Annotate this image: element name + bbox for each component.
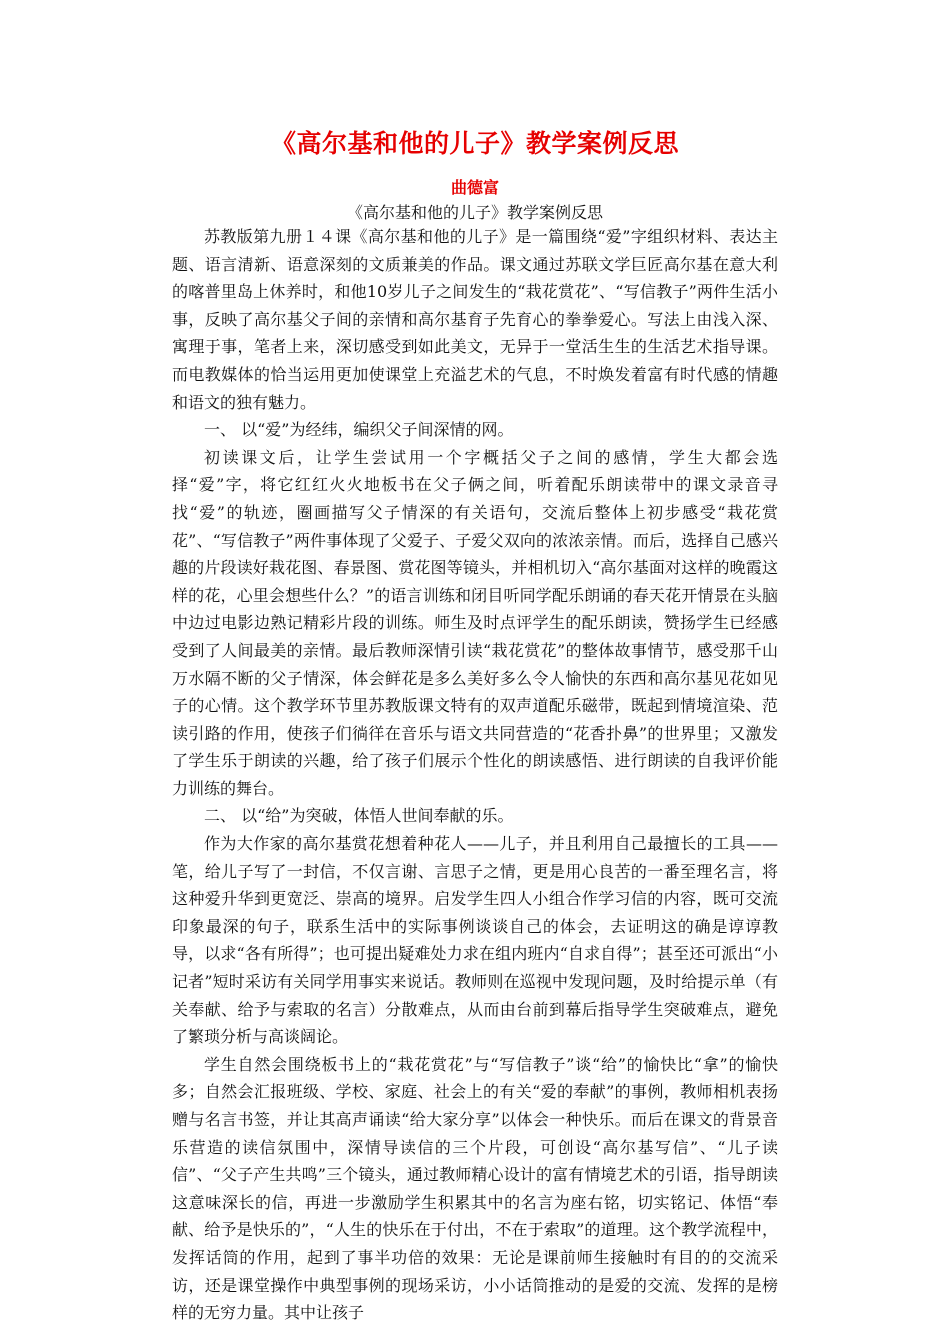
paragraph-intro: 苏教版第九册１４课《高尔基和他的儿子》是一篇围绕“爱”字组织材料、表达主题、语言清新、语意深刻的文质兼美的作品。课文通过苏联文学巨匠高尔基在意大利的喀普里岛上休养时，和他10岁儿子之间发生的“栽花赏花”、“写信教子”两件生活小事，反映了高尔基父子间的亲情和高尔基育子先育心的拳拳爱心。写法上由浅入深、寓理于事，笔者上来，深切感受到如此美文，无异于一堂活生生的生活艺术指导课。而电教媒体的恰当运用更加使课堂上充溢艺术的气息，不时焕发着富有时代感的情趣和语文的独有魅力。 (172, 227, 778, 412)
paragraph-section-1: 初读课文后，让学生尝试用一个字概括父子之间的感情，学生大都会选择“爱”字，将它红红火火地板书在父子俩之间，听着配乐朗读带中的课文录音寻找“爱”的轨迹，圈画描写父子情深的有关语句，交流后整体上初步感受“栽花赏花”、“写信教子”两件事体现了父爱子、子爱父双向的浓浓亲情。而后，选择自己感兴趣的片段读好栽花图、春景图、赏花图等镜头，并相机切入“高尔基面对这样的晚霞这样的花，心里会想些什么？”的语言训练和闭目听同学配乐朗诵的春天花开情景在头脑中边过电影边熟记精彩片段的训练。师生及时点评学生的配乐朗读，赞扬学生已经感受到了人间最美的亲情。最后教师深情引读“栽花赏花”的整体故事情节，感受那千山万水隔不断的父子情深，体会鲜花是多么美好多么令人愉快的东西和高尔基见花如见子的心情。这个教学环节里苏教版课文特有的双声道配乐磁带，既起到情境渲染、范读引路的作用，使孩子们徜徉在音乐与语文共同营造的“花香扑鼻”的世界里；又激发了学生乐于朗读的兴趣，给了孩子们展示个性化的朗读感悟、进行朗读的自我评价能力训练的舞台。 (172, 447, 778, 798)
document-title: 《高尔基和他的儿子》教学案例反思 (270, 129, 679, 158)
author-name: 曲德富 (450, 178, 499, 197)
document-body (172, 223, 778, 1327)
section-heading-1: 一、 以“爱”为经纬，编织父子间深情的网。 (204, 420, 514, 440)
paragraph-section-2a: 作为大作家的高尔基赏花想着种花人——儿子，并且利用自己最擅长的工具——笔，给儿子写了一封信，不仅言谢、言思子之情，更是用心良苦的一番至理名言，将这种爱升华到更宽泛、崇高的境界。启发学生四人小组合作学习信的内容，既可交流印象最深的句子，联系生活中的实际事例谈谈自己的体会，去证明这的确是谆谆教导，以求“各有所得”；也可提出疑难处力求在组内班内“自求自得”；甚至还可派出“小记者”短时采访有关同学用事实来说话。教师则在巡视中发现问题，及时给提示单（有关奉献、给予与索取的名言）分散难点，从而由台前到幕后指导学生突破难点，避免了繁琐分析与高谈阔论。 (172, 834, 778, 1047)
document-subtitle: 《高尔基和他的儿子》教学案例反思 (346, 203, 603, 222)
section-heading-2: 二、 以“给”为突破，体悟人世间奉献的乐。 (204, 806, 514, 826)
paragraph-section-2b: 学生自然会围绕板书上的“栽花赏花”与“写信教子”谈“给”的愉快比“拿”的愉快多；自然会汇报班级、学校、家庭、社会上的有关“爱的奉献”的事例，教师相机表扬赠与名言书签，并让其高声诵读“给大家分享”以体会一种快乐。而后在课文的背景音乐营造的读信氛围中，深情导读信的三个片段，可创设“高尔基写信”、“儿子读信”、“父子产生共鸣”三个镜头，通过教师精心设计的富有情境艺术的引语，指导朗读这意味深长的信，再进一步激励学生积累其中的名言为座右铭，切实铭记、体悟“奉献、给予是快乐的”，“人生的快乐在于付出，不在于索取”的道理。这个教学流程中，发挥话筒的作用，起到了事半功倍的效果：无论是课前师生接触时有目的的交流采访，还是课堂操作中典型事例的现场采访，小小话筒推动的是爱的交流、发挥的是榜样的无穷力量。其中让孩子 (172, 1054, 778, 1323)
